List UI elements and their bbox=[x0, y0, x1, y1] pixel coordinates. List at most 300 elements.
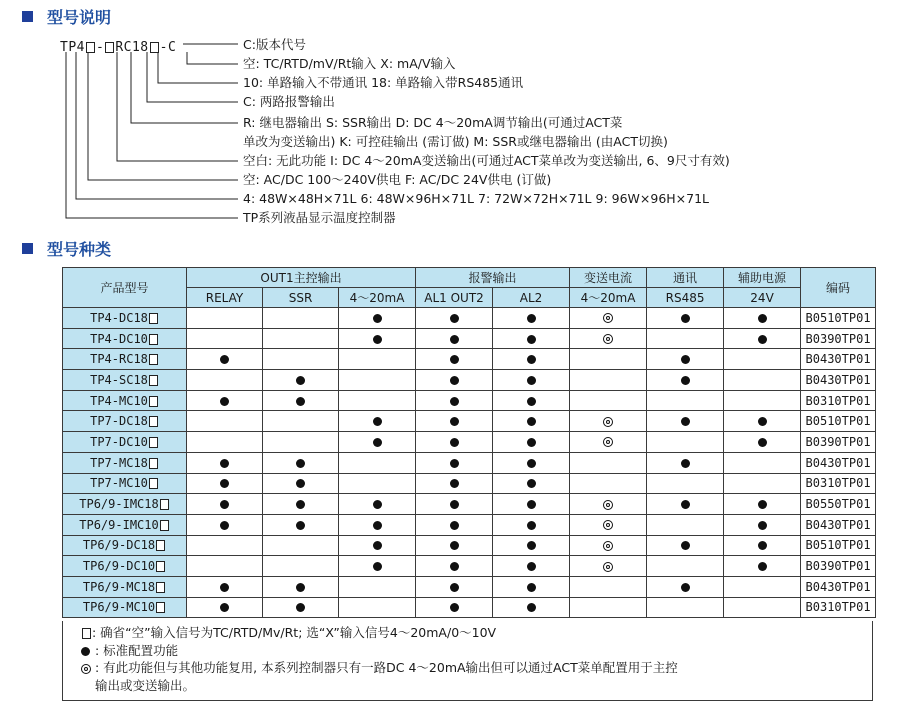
feature-cell bbox=[493, 349, 570, 370]
table-header-row bbox=[63, 268, 876, 288]
code-cell: B0310TP01 bbox=[801, 390, 876, 411]
feature-cell bbox=[339, 494, 416, 515]
filled-circle-icon bbox=[450, 521, 459, 530]
filled-circle-icon bbox=[81, 647, 90, 656]
filled-circle-icon bbox=[373, 417, 382, 426]
feature-cell bbox=[339, 390, 416, 411]
code-cell: B0430TP01 bbox=[801, 349, 876, 370]
filled-circle-icon bbox=[220, 500, 229, 509]
filled-circle-icon bbox=[681, 417, 690, 426]
feature-cell bbox=[493, 432, 570, 453]
filled-circle-icon bbox=[758, 541, 767, 550]
filled-circle-icon bbox=[758, 314, 767, 323]
subheader-rs485: RS485 bbox=[647, 288, 724, 308]
placeholder-box-icon bbox=[149, 416, 158, 427]
model-cell bbox=[63, 535, 187, 556]
filled-circle-icon bbox=[296, 521, 305, 530]
filled-circle-icon bbox=[527, 562, 536, 571]
model-cell bbox=[63, 556, 187, 577]
placeholder-box-icon bbox=[160, 499, 169, 510]
note-shared-cont: 输出或变送输出。 bbox=[95, 677, 196, 693]
feature-cell bbox=[724, 328, 801, 349]
table-body bbox=[63, 308, 876, 618]
feature-cell bbox=[187, 411, 263, 432]
feature-cell bbox=[724, 452, 801, 473]
model-cell bbox=[63, 328, 187, 349]
filled-circle-icon bbox=[450, 583, 459, 592]
feature-cell bbox=[416, 597, 493, 618]
table-row bbox=[63, 432, 876, 453]
feature-cell bbox=[570, 556, 647, 577]
double-circle-icon bbox=[603, 334, 613, 344]
feature-cell bbox=[416, 535, 493, 556]
filled-circle-icon bbox=[296, 479, 305, 488]
filled-circle-icon bbox=[527, 314, 536, 323]
feature-cell bbox=[647, 576, 724, 597]
model-name: TP6/9-MC18 bbox=[82, 579, 156, 594]
feature-cell bbox=[263, 370, 339, 391]
code-cell: B0430TP01 bbox=[801, 370, 876, 391]
feature-cell bbox=[263, 328, 339, 349]
filled-circle-icon bbox=[220, 397, 229, 406]
note-shared bbox=[81, 659, 854, 677]
model-name: TP4-DC10 bbox=[90, 331, 148, 346]
placeholder-box-icon bbox=[149, 354, 158, 365]
feature-cell bbox=[263, 576, 339, 597]
feature-cell bbox=[339, 411, 416, 432]
table-row bbox=[63, 473, 876, 494]
desc-output-2: 单改为变送输出) K: 可控硅输出 (需订做) M: SSR或继电器输出 (由ACT切换) bbox=[243, 134, 668, 149]
filled-circle-icon bbox=[220, 603, 229, 612]
table-row bbox=[63, 411, 876, 432]
feature-cell bbox=[570, 328, 647, 349]
feature-cell bbox=[263, 494, 339, 515]
feature-cell bbox=[263, 390, 339, 411]
feature-cell bbox=[570, 535, 647, 556]
header-comm: 通讯 bbox=[647, 268, 724, 288]
feature-cell bbox=[647, 390, 724, 411]
filled-circle-icon bbox=[527, 459, 536, 468]
placeholder-box-icon bbox=[156, 582, 165, 593]
feature-cell bbox=[187, 597, 263, 618]
filled-circle-icon bbox=[758, 335, 767, 344]
feature-cell bbox=[416, 390, 493, 411]
model-cell bbox=[63, 370, 187, 391]
feature-cell bbox=[647, 473, 724, 494]
feature-cell bbox=[263, 452, 339, 473]
model-cell bbox=[63, 452, 187, 473]
filled-circle-icon bbox=[758, 562, 767, 571]
filled-circle-icon bbox=[450, 562, 459, 571]
feature-cell bbox=[647, 494, 724, 515]
feature-cell bbox=[570, 390, 647, 411]
feature-cell bbox=[724, 370, 801, 391]
filled-circle-icon bbox=[527, 479, 536, 488]
filled-circle-icon bbox=[373, 521, 382, 530]
filled-circle-icon bbox=[681, 500, 690, 509]
model-name: TP4-DC18 bbox=[90, 310, 148, 325]
feature-cell bbox=[570, 308, 647, 329]
feature-cell bbox=[724, 597, 801, 618]
feature-cell bbox=[187, 328, 263, 349]
feature-cell bbox=[263, 432, 339, 453]
desc-comm: 10: 单路输入不带通讯 18: 单路输入带RS485通讯 bbox=[243, 75, 524, 90]
filled-circle-icon bbox=[450, 438, 459, 447]
code-cell: B0430TP01 bbox=[801, 514, 876, 535]
model-name: TP6/9-MC10 bbox=[82, 600, 156, 615]
feature-cell bbox=[263, 349, 339, 370]
code-cell: B0390TP01 bbox=[801, 432, 876, 453]
code-cell: B0430TP01 bbox=[801, 576, 876, 597]
feature-cell bbox=[647, 597, 724, 618]
feature-cell bbox=[187, 514, 263, 535]
model-cell bbox=[63, 411, 187, 432]
filled-circle-icon bbox=[527, 355, 536, 364]
feature-cell bbox=[187, 576, 263, 597]
feature-cell bbox=[647, 308, 724, 329]
feature-cell bbox=[416, 328, 493, 349]
desc-alarm: C: 两路报警输出 bbox=[243, 94, 335, 109]
filled-circle-icon bbox=[450, 376, 459, 385]
filled-circle-icon bbox=[220, 583, 229, 592]
feature-cell bbox=[647, 535, 724, 556]
desc-size: 4: 48W×48H×71L 6: 48W×96H×71L 7: 72W×72H×71L 9: 96W×96H×71L bbox=[243, 191, 710, 206]
feature-cell bbox=[570, 597, 647, 618]
feature-cell bbox=[339, 514, 416, 535]
table-row bbox=[63, 349, 876, 370]
feature-cell bbox=[724, 576, 801, 597]
feature-cell bbox=[416, 411, 493, 432]
feature-cell bbox=[339, 432, 416, 453]
desc-power: 空: AC/DC 100～240V供电 F: AC/DC 24V供电 (订做) bbox=[243, 172, 552, 187]
filled-circle-icon bbox=[527, 438, 536, 447]
filled-circle-icon bbox=[296, 583, 305, 592]
filled-circle-icon bbox=[527, 397, 536, 406]
feature-cell bbox=[570, 452, 647, 473]
table-row bbox=[63, 494, 876, 515]
double-circle-icon bbox=[603, 562, 613, 572]
feature-cell bbox=[570, 370, 647, 391]
feature-cell bbox=[647, 432, 724, 453]
code-cell: B0310TP01 bbox=[801, 597, 876, 618]
feature-cell bbox=[187, 308, 263, 329]
filled-circle-icon bbox=[527, 583, 536, 592]
filled-circle-icon bbox=[450, 459, 459, 468]
feature-cell bbox=[570, 494, 647, 515]
notes-box bbox=[62, 621, 873, 701]
feature-cell bbox=[416, 452, 493, 473]
placeholder-box-icon bbox=[156, 561, 165, 572]
filled-circle-icon bbox=[373, 500, 382, 509]
note-placeholder bbox=[81, 624, 854, 642]
placeholder-box-icon bbox=[149, 313, 158, 324]
feature-cell bbox=[416, 349, 493, 370]
feature-cell bbox=[416, 576, 493, 597]
feature-cell bbox=[493, 494, 570, 515]
table-row bbox=[63, 328, 876, 349]
placeholder-box-icon bbox=[149, 375, 158, 386]
section-title-model-types bbox=[22, 239, 111, 257]
code-cell: B0390TP01 bbox=[801, 556, 876, 577]
feature-cell bbox=[724, 349, 801, 370]
subheader-24v: 24V bbox=[724, 288, 801, 308]
feature-cell bbox=[647, 411, 724, 432]
feature-cell bbox=[187, 494, 263, 515]
feature-cell bbox=[339, 576, 416, 597]
model-cell bbox=[63, 308, 187, 329]
model-name: TP7-DC10 bbox=[90, 434, 148, 449]
header-out1: OUT1主控输出 bbox=[187, 268, 416, 288]
table-row bbox=[63, 535, 876, 556]
model-name: TP7-MC10 bbox=[90, 476, 148, 491]
model-name: TP7-MC18 bbox=[90, 455, 148, 470]
feature-cell bbox=[493, 370, 570, 391]
filled-circle-icon bbox=[220, 355, 229, 364]
feature-cell bbox=[724, 473, 801, 494]
placeholder-box-icon bbox=[156, 540, 165, 551]
subheader-ssr: SSR bbox=[263, 288, 339, 308]
feature-cell bbox=[339, 597, 416, 618]
code-cell: B0310TP01 bbox=[801, 473, 876, 494]
feature-cell bbox=[416, 432, 493, 453]
desc-transmit: 空白: 无此功能 I: DC 4～20mA变送输出(可通过ACT菜单改为变送输出, 6、9尺寸有效) bbox=[243, 153, 730, 168]
filled-circle-icon bbox=[450, 500, 459, 509]
code-cell: B0550TP01 bbox=[801, 494, 876, 515]
section-title-text: 型号种类 bbox=[47, 239, 112, 259]
filled-circle-icon bbox=[450, 335, 459, 344]
filled-circle-icon bbox=[296, 459, 305, 468]
feature-cell bbox=[570, 432, 647, 453]
desc-output-1: R: 继电器输出 S: SSR输出 D: DC 4～20mA调节输出(可通过ACT菜 bbox=[243, 115, 623, 130]
code-prefix: TP4 bbox=[60, 40, 85, 55]
subheader-4-20ma: 4～20mA bbox=[339, 288, 416, 308]
model-cell bbox=[63, 390, 187, 411]
note-shared-text: : 有此功能但与其他功能复用, 本系列控制器只有一路DC 4～20mA输出但可以通过ACT菜单配置用于主控 bbox=[95, 660, 678, 675]
header-model: 产品型号 bbox=[63, 268, 187, 308]
feature-cell bbox=[724, 308, 801, 329]
filled-circle-icon bbox=[373, 335, 382, 344]
feature-cell bbox=[493, 535, 570, 556]
double-circle-icon bbox=[603, 437, 613, 447]
placeholder-box-icon bbox=[160, 520, 169, 531]
filled-circle-icon bbox=[450, 355, 459, 364]
table-row bbox=[63, 597, 876, 618]
feature-cell bbox=[416, 370, 493, 391]
table-row bbox=[63, 452, 876, 473]
placeholder-box-icon bbox=[149, 458, 158, 469]
subheader-transmit-4-20ma: 4～20mA bbox=[570, 288, 647, 308]
feature-cell bbox=[493, 411, 570, 432]
feature-cell bbox=[416, 494, 493, 515]
feature-cell bbox=[187, 432, 263, 453]
feature-cell bbox=[724, 556, 801, 577]
feature-cell bbox=[493, 390, 570, 411]
filled-circle-icon bbox=[681, 314, 690, 323]
filled-circle-icon bbox=[450, 314, 459, 323]
feature-cell bbox=[339, 349, 416, 370]
filled-circle-icon bbox=[681, 541, 690, 550]
filled-circle-icon bbox=[527, 603, 536, 612]
header-transmit: 变送电流 bbox=[570, 268, 647, 288]
feature-cell bbox=[724, 390, 801, 411]
feature-cell bbox=[187, 473, 263, 494]
model-name: TP6/9-IMC10 bbox=[79, 517, 159, 532]
feature-cell bbox=[263, 514, 339, 535]
filled-circle-icon bbox=[681, 459, 690, 468]
filled-circle-icon bbox=[220, 479, 229, 488]
feature-cell bbox=[416, 556, 493, 577]
feature-cell bbox=[570, 411, 647, 432]
placeholder-box-icon bbox=[156, 602, 165, 613]
placeholder-box-icon bbox=[149, 396, 158, 407]
feature-cell bbox=[647, 452, 724, 473]
feature-cell bbox=[263, 597, 339, 618]
double-circle-icon bbox=[603, 417, 613, 427]
note-placeholder-text: : 确省“空”输入信号为TC/RTD/Mv/Rt; 选“X”输入信号4～20mA/0～10V bbox=[92, 625, 497, 640]
filled-circle-icon bbox=[220, 459, 229, 468]
desc-series: TP系列液晶显示温度控制器 bbox=[243, 210, 396, 225]
filled-circle-icon bbox=[296, 500, 305, 509]
placeholder-box-icon bbox=[149, 437, 158, 448]
filled-circle-icon bbox=[527, 417, 536, 426]
feature-cell bbox=[187, 535, 263, 556]
section-title-text: 型号说明 bbox=[47, 7, 112, 27]
feature-cell bbox=[493, 597, 570, 618]
filled-circle-icon bbox=[450, 603, 459, 612]
feature-cell bbox=[570, 514, 647, 535]
table-row bbox=[63, 308, 876, 329]
model-name: TP4-SC18 bbox=[90, 372, 148, 387]
code-cell: B0390TP01 bbox=[801, 328, 876, 349]
filled-circle-icon bbox=[681, 355, 690, 364]
subheader-al2: AL2 bbox=[493, 288, 570, 308]
model-cell bbox=[63, 473, 187, 494]
note-standard-text: : 标准配置功能 bbox=[95, 642, 179, 658]
feature-cell bbox=[647, 328, 724, 349]
feature-cell bbox=[187, 370, 263, 391]
filled-circle-icon bbox=[296, 397, 305, 406]
filled-circle-icon bbox=[758, 438, 767, 447]
feature-cell bbox=[263, 473, 339, 494]
filled-circle-icon bbox=[527, 541, 536, 550]
note-standard bbox=[81, 642, 854, 660]
feature-cell bbox=[339, 535, 416, 556]
placeholder-box-icon bbox=[82, 628, 91, 639]
filled-circle-icon bbox=[373, 314, 382, 323]
feature-cell bbox=[339, 556, 416, 577]
header-alarm: 报警输出 bbox=[416, 268, 570, 288]
table-row bbox=[63, 370, 876, 391]
feature-cell bbox=[647, 556, 724, 577]
filled-circle-icon bbox=[373, 438, 382, 447]
double-circle-icon bbox=[603, 500, 613, 510]
feature-cell bbox=[493, 473, 570, 494]
feature-cell bbox=[493, 556, 570, 577]
desc-input-type: 空: TC/RTD/mV/Rt输入 X: mA/V输入 bbox=[243, 56, 456, 71]
double-circle-icon bbox=[603, 520, 613, 530]
placeholder-box-icon bbox=[149, 334, 158, 345]
table-row bbox=[63, 556, 876, 577]
feature-cell bbox=[416, 514, 493, 535]
double-circle-icon bbox=[81, 664, 91, 674]
filled-circle-icon bbox=[296, 376, 305, 385]
model-cell bbox=[63, 349, 187, 370]
feature-cell bbox=[339, 308, 416, 329]
filled-circle-icon bbox=[758, 417, 767, 426]
filled-circle-icon bbox=[527, 500, 536, 509]
model-name: TP6/9-DC18 bbox=[82, 538, 156, 553]
model-cell bbox=[63, 576, 187, 597]
filled-circle-icon bbox=[527, 521, 536, 530]
filled-circle-icon bbox=[373, 562, 382, 571]
feature-cell bbox=[570, 349, 647, 370]
feature-cell bbox=[493, 452, 570, 473]
feature-cell bbox=[339, 328, 416, 349]
filled-circle-icon bbox=[450, 479, 459, 488]
feature-cell bbox=[493, 308, 570, 329]
filled-circle-icon bbox=[527, 335, 536, 344]
feature-cell bbox=[263, 556, 339, 577]
code-dash: - bbox=[95, 40, 105, 55]
square-bullet-icon bbox=[22, 243, 33, 254]
double-circle-icon bbox=[603, 541, 613, 551]
feature-cell bbox=[187, 349, 263, 370]
filled-circle-icon bbox=[373, 541, 382, 550]
feature-cell bbox=[493, 514, 570, 535]
feature-cell bbox=[570, 473, 647, 494]
code-cell: B0510TP01 bbox=[801, 308, 876, 329]
subheader-relay: RELAY bbox=[187, 288, 263, 308]
filled-circle-icon bbox=[296, 603, 305, 612]
feature-cell bbox=[724, 535, 801, 556]
model-cell bbox=[63, 597, 187, 618]
feature-cell bbox=[263, 411, 339, 432]
model-types-table bbox=[62, 267, 876, 618]
model-cell bbox=[63, 514, 187, 535]
model-name: TP7-DC18 bbox=[90, 414, 148, 429]
feature-cell bbox=[187, 556, 263, 577]
feature-cell bbox=[647, 349, 724, 370]
model-name: TP6/9-DC10 bbox=[82, 559, 156, 574]
feature-cell bbox=[724, 514, 801, 535]
code-suffix: -C bbox=[159, 40, 177, 55]
model-cell bbox=[63, 432, 187, 453]
subheader-al1-out2: AL1 OUT2 bbox=[416, 288, 493, 308]
filled-circle-icon bbox=[450, 417, 459, 426]
feature-cell bbox=[570, 576, 647, 597]
model-name: TP4-RC18 bbox=[90, 352, 148, 367]
code-cell: B0430TP01 bbox=[801, 452, 876, 473]
feature-cell bbox=[493, 576, 570, 597]
filled-circle-icon bbox=[450, 397, 459, 406]
table-row bbox=[63, 576, 876, 597]
feature-cell bbox=[647, 370, 724, 391]
feature-cell bbox=[263, 535, 339, 556]
feature-cell bbox=[339, 473, 416, 494]
feature-cell bbox=[647, 514, 724, 535]
feature-cell bbox=[339, 370, 416, 391]
feature-cell bbox=[263, 308, 339, 329]
feature-cell bbox=[187, 390, 263, 411]
filled-circle-icon bbox=[758, 521, 767, 530]
header-code: 编码 bbox=[801, 268, 876, 308]
model-name: TP6/9-IMC18 bbox=[79, 497, 159, 512]
filled-circle-icon bbox=[681, 583, 690, 592]
model-cell bbox=[63, 494, 187, 515]
desc-version: C:版本代号 bbox=[243, 37, 306, 52]
table-row bbox=[63, 514, 876, 535]
code-cell: B0510TP01 bbox=[801, 411, 876, 432]
